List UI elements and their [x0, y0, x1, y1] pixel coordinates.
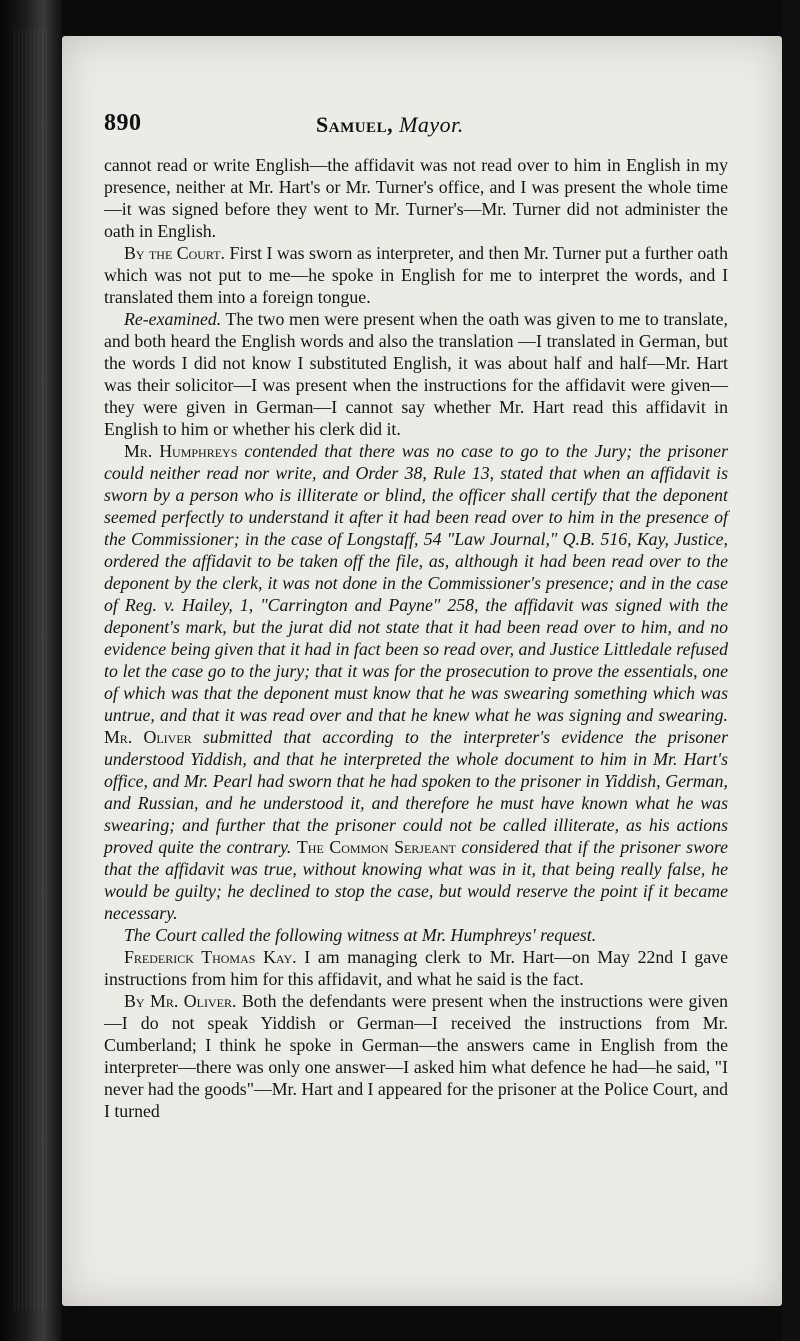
paragraph-2-lead: By the Court. [124, 243, 225, 263]
page-body [104, 154, 728, 1122]
page-number: 890 [104, 110, 142, 136]
running-head-name: Samuel, [316, 112, 394, 137]
paragraph-4-lead: Mr. Humphreys [124, 441, 238, 461]
paragraph-5 [104, 924, 728, 946]
page-edge-lines [14, 30, 48, 1310]
paragraph-1 [104, 154, 728, 242]
paragraph-4-lead-3: The Common Serjeant [296, 837, 456, 857]
paragraph-4-text-3: considered that if the prisoner swore that the affidavit was true, without knowing what was in it, that being really false, he would be guilty; he declined to stop the case, but would reserve the point if it became necessary. [104, 837, 729, 923]
paragraph-4-text-2: submitted that according to the interpreter's evidence the prisoner understood Yiddish, and that he interpreted the whole document to him in Mr. Hart's office, and Mr. Pearl had sworn that he had spoken to the prisoner in Yiddish, German, and Russian, and he understood it, and therefore he must have known what he was swearing; and further that the prisoner could not be called illiterate, as his actions proved quite the contrary. [104, 727, 728, 857]
paragraph-7-text: Both the defendants were present when the instructions were given—I do not speak Yiddish or German—I received the instructions from Mr. Cumberland; I think he spoke in German—the answers came in English from the interpreter—there was only one answer—I asked him what defence he had—he said, "I never had the goods"—Mr. Hart and I appeared for the prisoner at the Police Court, and I turned [104, 991, 728, 1121]
paragraph-2 [104, 242, 728, 308]
paragraph-7-lead: By Mr. Oliver. [124, 991, 237, 1011]
paragraph-3-text: The two men were present when the oath was given to me to translate, and both heard the English words and also the translation —I translated in German, but the words I did not know I substituted English, it was about half and half—Mr. Hart was their solicitor—I was present when the instructions for the affidavit were given—they were given in German—I cannot say whether Mr. Hart read this affidavit in English to him or whether his clerk did it. [104, 309, 728, 439]
book-page [62, 36, 782, 1306]
paragraph-6-lead: Frederick Thomas Kay. [124, 947, 297, 967]
paragraph-5-text: called the following witness at Mr. Humphreys' request. [201, 925, 597, 945]
page-header [104, 110, 744, 150]
paragraph-6 [104, 946, 728, 990]
paragraph-4-text: contended that there was no case to go to the Jury; the prisoner could neither read nor write, and Order 38, Rule 13, stated that when an affidavit is sworn by a person who is illiterate or blind, the officer shall certify that the deponent seemed perfectly to understand it after it had been read over to him in the presence of the Commissioner; in the case of Longstaff, 54 "Law Journal," Q.B. 516, Kay, Justice, ordered the affidavit to be taken off the file, as, although it had been read over to the deponent by the clerk, it was not done in the Commissioner's presence; and in the case of Reg. v. Hailey, 1, "Carrington and Payne" 258, the affidavit was signed with the deponent's mark, but the jurat did not state that it had been read over to him, and no evidence being given that it had in fact been so read over, and Justice Littledale refused to let the case go to the jury; that it was for the prosecution to prove the essentials, one of which was that the deponent must know that he was swearing something which was untrue, and that it was read over and that he knew what he was signing and swearing. [104, 441, 728, 725]
paragraph-4 [104, 440, 728, 924]
paragraph-5-lead: The Court [124, 925, 197, 945]
paragraph-2-text: First I was sworn as interpreter, and then Mr. Turner put a further oath which was not put to me—he spoke in English for me to interpret the words, and I translated them into a foreign tongue. [104, 243, 728, 307]
paragraph-1-text: cannot read or write English—the affidavit was not read over to him in English in my presence, neither at Mr. Hart's or Mr. Turner's office, and I was present the whole time—it was signed before they went to Mr. Turner's—Mr. Turner did not administer the oath in English. [104, 155, 728, 241]
paragraph-4-lead-2: Mr. Oliver [104, 727, 192, 747]
running-head [316, 112, 464, 138]
book-binding-edge [0, 0, 62, 1341]
paragraph-3-lead: Re-examined. [124, 309, 222, 329]
paragraph-3 [104, 308, 728, 440]
right-dark-margin [782, 0, 800, 1341]
paragraph-6-text: I am managing clerk to Mr. Hart—on May 22nd I gave instructions from him for this affidavit, and what he said is the fact. [104, 947, 728, 989]
paragraph-7 [104, 990, 728, 1122]
running-head-title: Mayor. [399, 112, 464, 137]
